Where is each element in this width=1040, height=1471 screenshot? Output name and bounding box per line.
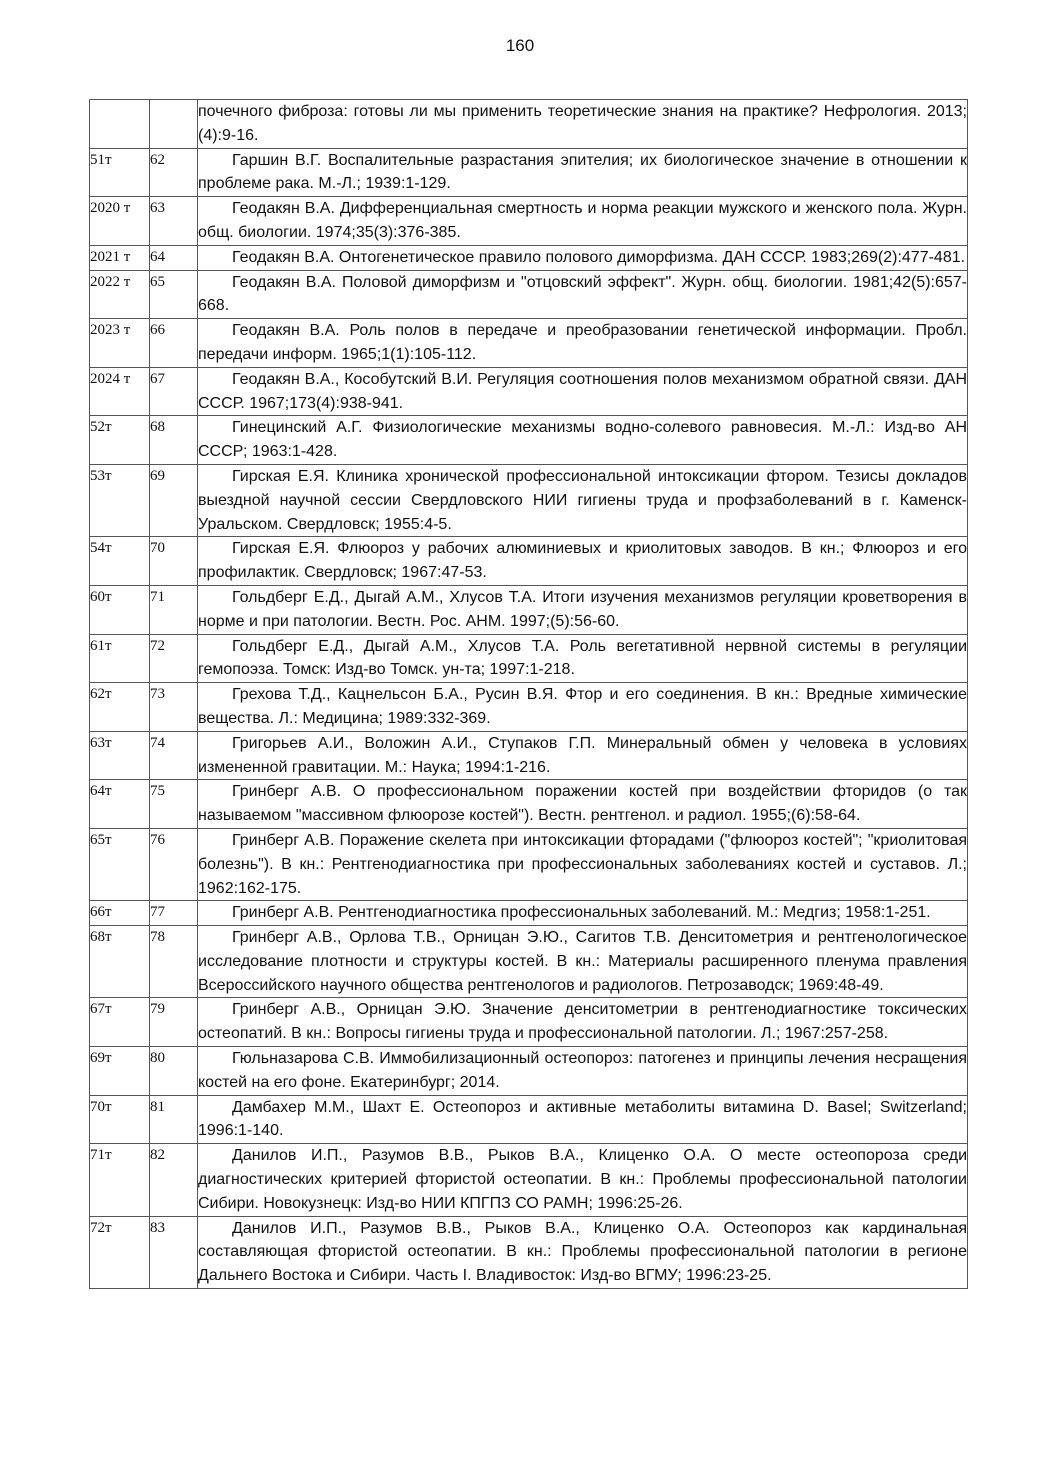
reference-row — [90, 634, 968, 683]
reference-number: 83 — [150, 1216, 198, 1288]
reference-number: 70 — [150, 537, 198, 586]
reference-number: 73 — [150, 683, 198, 732]
reference-number: 78 — [150, 926, 198, 998]
reference-citation: Гринберг А.В., Орницан Э.Ю. Значение денситометрии в рентгенодиагностике токсических остеопатий. В кн.: Вопросы гигиены труда и профессиональной патологии. Л.; 1967:257-258. — [198, 998, 968, 1047]
reference-row — [90, 245, 968, 270]
reference-citation: Данилов И.П., Разумов В.В., Рыков В.А., Клиценко О.А. О месте остеопороза среди диагностических критерией фтористой остеопатии. В кн.: Проблемы профессиональной патологии Сибири. Новокузнецк: Изд-во НИИ КПГПЗ СО РАМН; 1996:25-26. — [198, 1144, 968, 1216]
reference-code: 69т — [90, 1047, 150, 1096]
reference-row — [90, 270, 968, 319]
reference-number: 65 — [150, 270, 198, 319]
reference-row — [90, 1144, 968, 1216]
reference-number: 71 — [150, 585, 198, 634]
reference-number: 66 — [150, 319, 198, 368]
reference-citation: Гринберг А.В., Орлова Т.В., Орницан Э.Ю., Сагитов Т.В. Денситометрия и рентгенологическое исследование плотности и структуры костей. В кн.: Материалы расширенного пленума правления Всероссийского научного общества рентгенологов и радиологов. Петрозаводск; 1969:48-49. — [198, 926, 968, 998]
reference-citation: Геодакян В.А., Кособутский В.И. Регуляция соотношения полов механизмом обратной связи. ДАН СССР. 1967;173(4):938-941. — [198, 367, 968, 416]
reference-citation: Гинецинский А.Г. Физиологические механизмы водно-солевого равновесия. М.-Л.: Изд-во АН СССР; 1963:1-428. — [198, 416, 968, 465]
reference-citation: Данилов И.П., Разумов В.В., Рыков В.А., Клиценко О.А. Остеопороз как кардинальная составляющая фтористой остеопатии. В кн.: Проблемы профессиональной патологии в регионе Дальнего Востока и Сибири. Часть I. Владивосток: Изд-во ВГМУ; 1996:23-25. — [198, 1216, 968, 1288]
reference-citation: Григорьев А.И., Воложин А.И., Ступаков Г.П. Минеральный обмен у человека в условиях измененной гравитации. М.: Наука; 1994:1-216. — [198, 731, 968, 780]
reference-citation: Гольдберг Е.Д., Дыгай А.М., Хлусов Т.А. Итоги изучения механизмов регуляции кроветворения в норме и при патологии. Вестн. Рос. АНМ. 1997;(5):56-60. — [198, 585, 968, 634]
reference-row — [90, 416, 968, 465]
page-number: 160 — [505, 36, 535, 55]
references-table-body — [90, 100, 968, 1289]
reference-citation: Дамбахер М.М., Шахт Е. Остеопороз и активные метаболиты витамина D. Basel; Switzerland; 1996:1-140. — [198, 1095, 968, 1144]
reference-number: 68 — [150, 416, 198, 465]
reference-row — [90, 100, 968, 149]
reference-number: 69 — [150, 464, 198, 536]
reference-citation: Гринберг А.В. Поражение скелета при интоксикации фторадами ("флюороз костей"; "криолитовая болезнь"). В кн.: Рентгенодиагностика при профессиональных заболеваниях костей и суставов. Л.; 1962:162-175. — [198, 828, 968, 900]
reference-number: 63 — [150, 197, 198, 246]
reference-row — [90, 464, 968, 536]
reference-number: 82 — [150, 1144, 198, 1216]
reference-citation: Гирская Е.Я. Флюороз у рабочих алюминиевых и криолитовых заводов. В кн.; Флюороз и его профилактик. Свердловск; 1967:47-53. — [198, 537, 968, 586]
reference-number: 80 — [150, 1047, 198, 1096]
reference-number: 67 — [150, 367, 198, 416]
reference-code: 64т — [90, 780, 150, 829]
reference-row — [90, 537, 968, 586]
reference-citation: Геодакян В.А. Половой диморфизм и "отцовский эффект". Журн. общ. биологии. 1981;42(5):657-668. — [198, 270, 968, 319]
reference-code: 54т — [90, 537, 150, 586]
reference-row — [90, 926, 968, 998]
reference-row — [90, 731, 968, 780]
reference-citation: Грехова Т.Д., Кацнельсон Б.А., Русин В.Я. Фтор и его соединения. В кн.: Вредные химические вещества. Л.: Медицина; 1989:332-369. — [198, 683, 968, 732]
reference-row — [90, 1095, 968, 1144]
reference-citation: Геодакян В.А. Роль полов в передаче и преобразовании генетической информации. Пробл. передачи информ. 1965;1(1):105-112. — [198, 319, 968, 368]
reference-citation: Геодакян В.А. Дифференциальная смертность и норма реакции мужского и женского пола. Журн. общ. биологии. 1974;35(3):376-385. — [198, 197, 968, 246]
reference-row — [90, 1047, 968, 1096]
reference-code: 72т — [90, 1216, 150, 1288]
reference-number: 64 — [150, 245, 198, 270]
reference-row — [90, 683, 968, 732]
reference-row — [90, 367, 968, 416]
reference-code: 53т — [90, 464, 150, 536]
reference-row — [90, 780, 968, 829]
reference-row — [90, 828, 968, 900]
reference-code: 2023 т — [90, 319, 150, 368]
reference-citation: Гольдберг Е.Д., Дыгай А.М., Хлусов Т.А. Роль вегетативной нервной системы в регуляции гемопоэза. Томск: Изд-во Томск. ун-та; 1997:1-218. — [198, 634, 968, 683]
reference-number: 72 — [150, 634, 198, 683]
reference-number: 77 — [150, 901, 198, 926]
reference-number — [150, 100, 198, 149]
reference-code: 61т — [90, 634, 150, 683]
reference-row — [90, 319, 968, 368]
reference-row — [90, 148, 968, 197]
reference-code: 2024 т — [90, 367, 150, 416]
reference-code: 2022 т — [90, 270, 150, 319]
reference-row — [90, 1216, 968, 1288]
reference-code: 67т — [90, 998, 150, 1047]
reference-citation: Гринберг А.В. Рентгенодиагностика профессиональных заболеваний. М.: Медгиз; 1958:1-251. — [198, 901, 968, 926]
reference-row — [90, 998, 968, 1047]
reference-code: 52т — [90, 416, 150, 465]
reference-row — [90, 585, 968, 634]
reference-citation: Гюльназарова С.В. Иммобилизационный остеопороз: патогенез и принципы лечения несращения костей на его фоне. Екатеринбург; 2014. — [198, 1047, 968, 1096]
reference-code: 70т — [90, 1095, 150, 1144]
reference-number: 81 — [150, 1095, 198, 1144]
references-table — [89, 99, 968, 1289]
reference-citation: Гаршин В.Г. Воспалительные разрастания эпителия; их биологическое значение в отношении к проблеме рака. М.-Л.; 1939:1-129. — [198, 148, 968, 197]
reference-code: 60т — [90, 585, 150, 634]
reference-code: 62т — [90, 683, 150, 732]
reference-row — [90, 901, 968, 926]
reference-citation: почечного фиброза: готовы ли мы применить теоретические знания на практике? Нефрология. 2013;(4):9-16. — [198, 100, 968, 149]
reference-code: 2020 т — [90, 197, 150, 246]
reference-citation: Геодакян В.А. Онтогенетическое правило полового диморфизма. ДАН СССР. 1983;269(2):477-481. — [198, 245, 968, 270]
reference-citation: Гринберг А.В. О профессиональном поражении костей при воздействии фторидов (о так называемом "массивном флюорозе костей"). Вестн. рентгенол. и радиол. 1955;(6):58-64. — [198, 780, 968, 829]
reference-citation: Гирская Е.Я. Клиника хронической профессиональной интоксикации фтором. Тезисы докладов выездной научной сессии Свердловского НИИ гигиены труда и профзаболеваний в г. Каменск-Уральском. Свердловск; 1955:4-5. — [198, 464, 968, 536]
reference-code: 66т — [90, 901, 150, 926]
reference-code: 2021 т — [90, 245, 150, 270]
reference-code: 51т — [90, 148, 150, 197]
reference-number: 79 — [150, 998, 198, 1047]
reference-code: 68т — [90, 926, 150, 998]
reference-row — [90, 197, 968, 246]
reference-number: 75 — [150, 780, 198, 829]
reference-number: 76 — [150, 828, 198, 900]
reference-code — [90, 100, 150, 149]
reference-code: 63т — [90, 731, 150, 780]
reference-code: 71т — [90, 1144, 150, 1216]
reference-number: 62 — [150, 148, 198, 197]
reference-number: 74 — [150, 731, 198, 780]
reference-code: 65т — [90, 828, 150, 900]
